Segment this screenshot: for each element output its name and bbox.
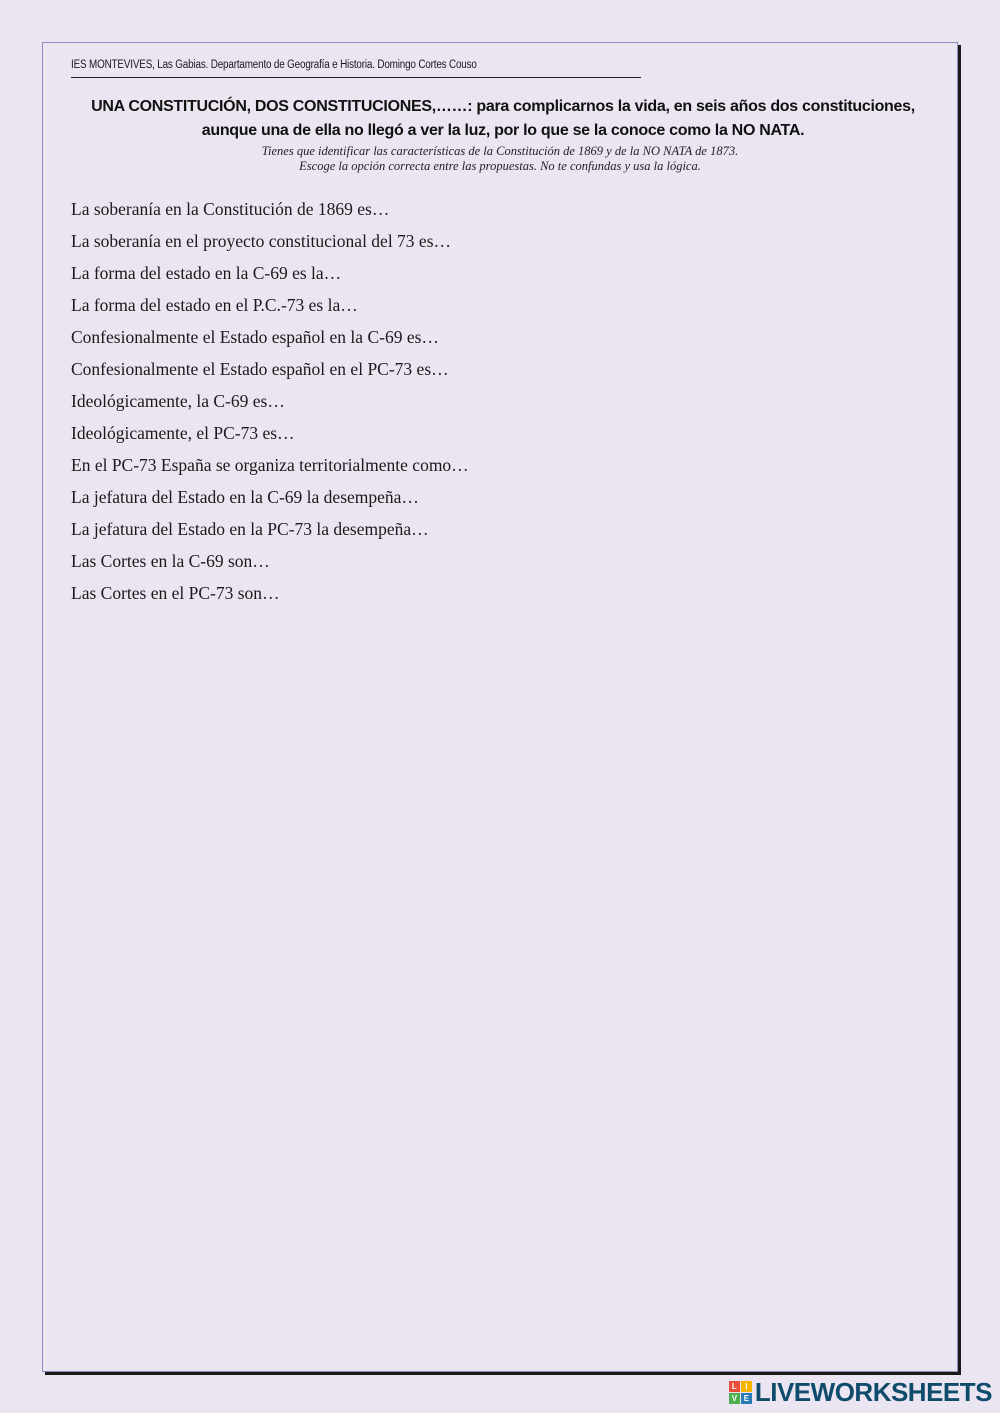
question-item: La forma del estado en la C-69 es la… xyxy=(71,263,342,283)
worksheet-title: UNA CONSTITUCIÓN, DOS CONSTITUCIONES,……: para complicarnos la vida, en seis años dos constituciones, aunque una de ella no llegó a ver la luz, por lo que se la conoce como la NO NATA. xyxy=(91,98,915,139)
question-item: La jefatura del Estado en la C-69 la desempeña… xyxy=(71,487,419,507)
institution-header: IES MONTEVIVES, Las Gabias. Departamento de Geografía e Historia. Domingo Cortes Couso xyxy=(71,59,477,71)
worksheet-page xyxy=(42,42,958,1372)
question-item: Ideológicamente, el PC-73 es… xyxy=(71,423,295,443)
question-item: La jefatura del Estado en la PC-73 la desempeña… xyxy=(71,519,429,539)
liveworksheets-wordmark: LIVEWORKSHEETS xyxy=(754,1377,992,1407)
question-item: Confesionalmente el Estado español en el PC-73 es… xyxy=(71,359,449,379)
header-divider xyxy=(71,77,641,78)
question-item: Confesionalmente el Estado español en la C-69 es… xyxy=(71,327,439,347)
logo-letter-i: I xyxy=(741,1381,752,1392)
logo-letter-v: V xyxy=(729,1393,740,1404)
liveworksheets-logo[interactable] xyxy=(729,1377,992,1408)
question-list xyxy=(71,196,469,612)
question-item: La soberanía en el proyecto constitucional del 73 es… xyxy=(71,231,452,251)
instruction-line-2: Escoge la opción correcta entre las propuestas. No te confundas y usa la lógica. xyxy=(299,159,701,173)
instructions xyxy=(63,144,937,174)
question-item: Las Cortes en el PC-73 son… xyxy=(71,583,280,603)
logo-letter-l: L xyxy=(729,1381,740,1392)
question-item: Ideológicamente, la C-69 es… xyxy=(71,391,285,411)
question-item: La forma del estado en el P.C.-73 es la… xyxy=(71,295,358,315)
question-item: Las Cortes en la C-69 son… xyxy=(71,551,270,571)
question-item: En el PC-73 España se organiza territorialmente como… xyxy=(71,455,469,475)
liveworksheets-icon xyxy=(729,1381,752,1404)
question-item: La soberanía en la Constitución de 1869 es… xyxy=(71,199,390,219)
logo-letter-e: E xyxy=(741,1393,752,1404)
instruction-line-1: Tienes que identificar las características de la Constitución de 1869 y de la NO NATA de 1873. xyxy=(261,144,739,158)
